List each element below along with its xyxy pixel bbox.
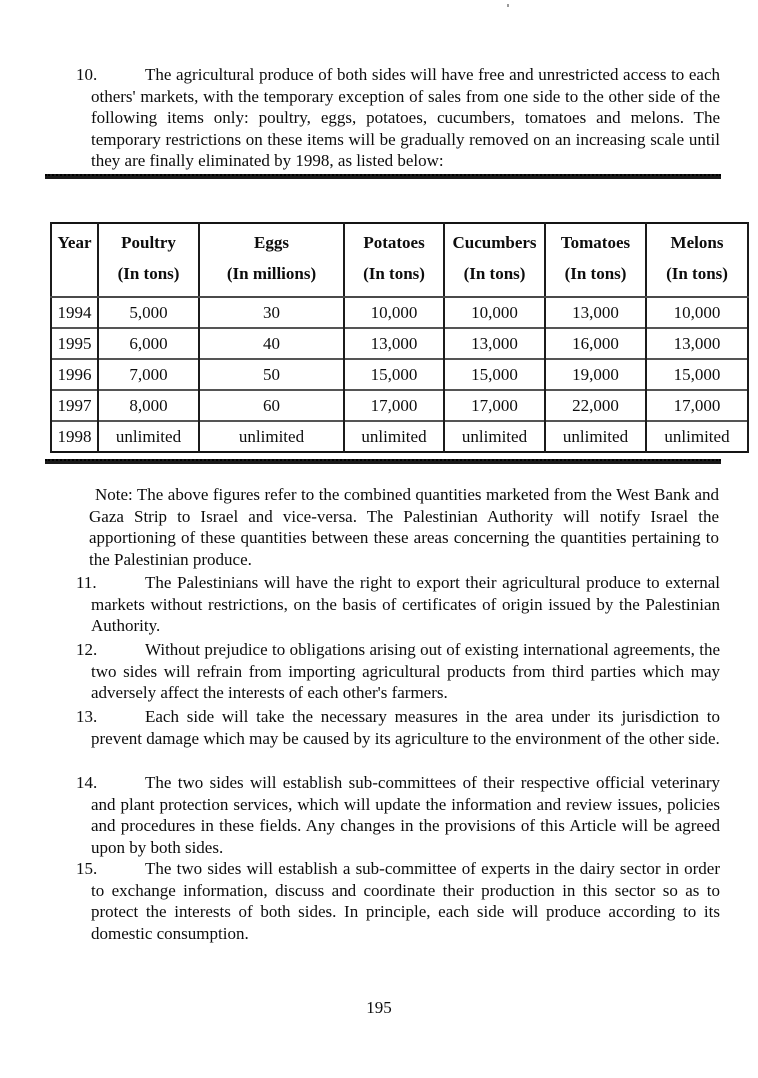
paragraph-12-text: Without prejudice to obligations arising out of existing international agreements, the two sides will refrain from importing agricultural products from third parties which may adversely affect the interests of each other's farmers. <box>91 640 720 702</box>
table-cell: 1998 <box>51 421 98 452</box>
table-cell: unlimited <box>199 421 344 452</box>
paragraph-13-text: Each side will take the necessary measures in the area under its jurisdiction to prevent damage which may be caused by its agriculture to the environment of the other side. <box>91 707 720 748</box>
paragraph-14 <box>76 772 720 858</box>
table-cell: 40 <box>199 328 344 359</box>
table-cell: 1994 <box>51 297 98 328</box>
produce-quota-table <box>50 222 749 453</box>
table-cell: 1997 <box>51 390 98 421</box>
table-cell: 6,000 <box>98 328 199 359</box>
table-row-1995 <box>51 328 748 359</box>
table-header-potatoes: Potatoes (In tons) <box>344 223 444 297</box>
table-cell: 13,000 <box>646 328 748 359</box>
table-cell: unlimited <box>444 421 545 452</box>
table-header-year: Year <box>51 223 98 297</box>
table-cell: 10,000 <box>444 297 545 328</box>
scan-artifact-dot <box>507 4 509 7</box>
table-cell: unlimited <box>646 421 748 452</box>
table-cell: 13,000 <box>444 328 545 359</box>
table-cell: 5,000 <box>98 297 199 328</box>
page-number: 195 <box>366 998 392 1017</box>
paragraph-10-text: The agricultural produce of both sides will have free and unrestricted access to each others' markets, with the temporary exception of sales from one side to the other side of the following items only: poultry, eggs, potatoes, cucumbers, tomatoes and melons. The temporary restrictions on these items will be gradually removed on an increasing scale until they are finally eliminated by 1998, as listed below: <box>91 65 720 170</box>
table-row-1996 <box>51 359 748 390</box>
table-header-cucumbers: Cucumbers (In tons) <box>444 223 545 297</box>
note-paragraph: Note: The above figures refer to the combined quantities marketed from the West Bank and Gaza Strip to Israel and vice-versa. The Palestinian Authority will notify Israel the apportioning of these quantities between these areas concerning the quantities pertaining to the Palestinian produce. <box>89 485 719 569</box>
divider-rule-bottom <box>45 459 721 464</box>
paragraph-10 <box>76 64 720 172</box>
table-row-1997 <box>51 390 748 421</box>
table-row-1994 <box>51 297 748 328</box>
table-cell: 15,000 <box>444 359 545 390</box>
paragraph-15-number: 15. <box>76 859 98 878</box>
table-cell: unlimited <box>344 421 444 452</box>
table-header-melons: Melons (In tons) <box>646 223 748 297</box>
table-header-row <box>51 223 748 297</box>
paragraph-12 <box>76 639 720 704</box>
paragraph-12-number: 12. <box>76 640 98 659</box>
table-header-tomatoes: Tomatoes (In tons) <box>545 223 646 297</box>
table-cell: 13,000 <box>545 297 646 328</box>
divider-rule-top <box>45 174 721 179</box>
paragraph-11-number: 11. <box>76 573 97 592</box>
paragraph-13 <box>76 706 720 749</box>
table-cell: unlimited <box>98 421 199 452</box>
table-cell: 13,000 <box>344 328 444 359</box>
table-cell: 15,000 <box>646 359 748 390</box>
table-cell: 19,000 <box>545 359 646 390</box>
table-cell: 17,000 <box>344 390 444 421</box>
table-row-1998 <box>51 421 748 452</box>
table-cell: 8,000 <box>98 390 199 421</box>
paragraph-10-number: 10. <box>76 65 98 84</box>
table-cell: 1996 <box>51 359 98 390</box>
table-cell: 17,000 <box>444 390 545 421</box>
table-cell: 15,000 <box>344 359 444 390</box>
paragraph-15-text: The two sides will establish a sub-committee of experts in the dairy sector in order to exchange information, discuss and coordinate their production in this sector so as to protect the interests of both sides. In principle, each side will produce according to its domestic consumption. <box>91 859 720 943</box>
table-cell: 30 <box>199 297 344 328</box>
table-cell: 22,000 <box>545 390 646 421</box>
table-header-eggs: Eggs (In millions) <box>199 223 344 297</box>
paragraph-15 <box>76 858 720 944</box>
table-cell: 16,000 <box>545 328 646 359</box>
table-cell: 17,000 <box>646 390 748 421</box>
table-cell: unlimited <box>545 421 646 452</box>
paragraph-11-text: The Palestinians will have the right to export their agricultural produce to external markets without restrictions, on the basis of certificates of origin issued by the Palestinian Authority. <box>91 573 720 635</box>
table-cell: 1995 <box>51 328 98 359</box>
paragraph-11 <box>76 572 720 637</box>
table-cell: 10,000 <box>646 297 748 328</box>
table-cell: 60 <box>199 390 344 421</box>
paragraph-13-number: 13. <box>76 707 98 726</box>
paragraph-14-text: The two sides will establish sub-committees of their respective official veterinary and plant protection services, which will update the information and review issues, policies and procedures in these fields. Any changes in the provisions of this Article will be agreed upon by both sides. <box>91 773 720 857</box>
table-cell: 10,000 <box>344 297 444 328</box>
table-cell: 50 <box>199 359 344 390</box>
table-cell: 7,000 <box>98 359 199 390</box>
table-header-poultry: Poultry (In tons) <box>98 223 199 297</box>
paragraph-14-number: 14. <box>76 773 98 792</box>
